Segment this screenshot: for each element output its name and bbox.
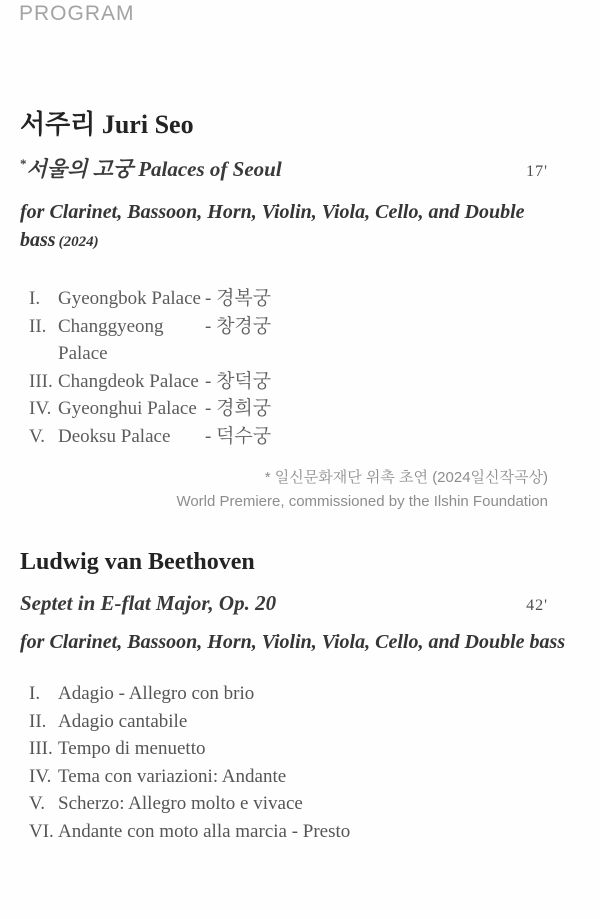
work-title-row <box>20 589 580 620</box>
movement-name: Tempo di menuetto <box>58 738 206 760</box>
movement-numeral: VI. <box>29 820 54 842</box>
work-title: Septet in E-flat Major, Op. 20 <box>20 591 277 615</box>
piece-section-juri-seo <box>20 110 580 514</box>
movement-row <box>20 818 580 846</box>
movement-korean-name: - 창경궁 <box>205 315 272 337</box>
movement-name: Changgyeong Palace <box>58 315 164 365</box>
movement-row <box>20 285 580 313</box>
movement-row <box>20 763 580 791</box>
movement-row <box>20 313 580 368</box>
instrumentation-line <box>20 198 580 256</box>
movement-row <box>20 790 580 818</box>
footnote-english: World Premiere, commissioned by the Ilshin Foundation <box>176 492 548 510</box>
movement-korean-name: - 덕수궁 <box>205 425 272 447</box>
movement-name: Gyeonghui Palace <box>58 398 197 420</box>
composer-name: Ludwig van Beethoven <box>20 549 255 575</box>
movement-name: Deoksu Palace <box>58 425 171 447</box>
piece-section-beethoven <box>20 547 580 846</box>
work-duration: 17' <box>526 163 548 180</box>
movement-name: Scherzo: Allegro molto e vivace <box>58 793 303 815</box>
movement-numeral: V. <box>29 793 46 815</box>
movement-row <box>20 735 580 763</box>
instrumentation-text: for Clarinet, Bassoon, Horn, Violin, Viola, Cello, and Double bass <box>20 631 566 653</box>
movement-numeral: II. <box>29 710 47 732</box>
movement-name: Gyeongbok Palace <box>58 288 201 309</box>
movement-row <box>20 395 580 423</box>
movement-korean-name: - 경복궁 <box>205 288 272 309</box>
movement-name: Tema con variazioni: Andante <box>58 765 287 787</box>
movement-name: Adagio - Allegro con brio <box>58 683 255 704</box>
movement-row <box>20 368 580 396</box>
movement-korean-name: - 창덕궁 <box>205 370 272 392</box>
movement-numeral: II. <box>29 315 47 337</box>
movement-numeral: I. <box>29 683 41 704</box>
movement-numeral: III. <box>29 738 53 760</box>
movement-list <box>20 285 580 451</box>
movement-name: Changdeok Palace <box>58 370 199 392</box>
instrumentation-line <box>20 628 580 656</box>
movement-korean-name: - 경희궁 <box>205 398 272 420</box>
movement-name: Andante con moto alla marcia - Presto <box>58 820 351 842</box>
composer-name: 서주리 Juri Seo <box>20 110 194 139</box>
movement-row <box>20 680 580 708</box>
page-title: PROGRAM <box>19 2 135 25</box>
movement-row <box>20 423 580 451</box>
movement-numeral: V. <box>29 425 46 447</box>
footnote-block <box>20 466 580 514</box>
instrumentation-text: for Clarinet, Bassoon, Horn, Violin, Viola, Cello, and Double bass <box>20 201 525 251</box>
composition-year: (2024) <box>58 234 99 250</box>
work-title-korean: 서울의 고궁 <box>26 157 134 181</box>
movement-numeral: III. <box>29 370 53 392</box>
movement-row <box>20 708 580 736</box>
movement-numeral: I. <box>29 288 41 309</box>
movement-numeral: IV. <box>29 765 52 787</box>
movement-name: Adagio cantabile <box>58 710 188 732</box>
movement-list <box>20 680 580 846</box>
work-title <box>20 155 282 183</box>
premiere-note-mark: * <box>20 156 27 171</box>
work-duration: 42' <box>526 597 548 614</box>
work-title-row <box>20 155 580 186</box>
movement-numeral: IV. <box>29 398 52 420</box>
work-title-english: Palaces of Seoul <box>138 157 282 181</box>
footnote-korean: * 일신문화재단 위촉 초연 (2024일신작곡상) <box>264 468 548 486</box>
